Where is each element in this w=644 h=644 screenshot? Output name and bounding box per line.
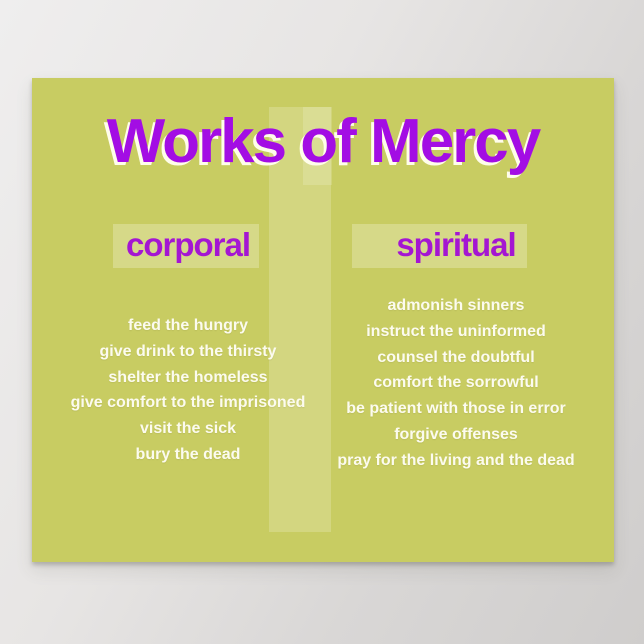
work-of-mercy-item: admonish sinners (387, 297, 525, 314)
corporal-heading: corporal (125, 226, 251, 263)
work-of-mercy-item: give drink to the thirsty (99, 342, 277, 360)
work-of-mercy-item: forgive offenses (394, 425, 518, 443)
spiritual-column (310, 220, 602, 474)
work-of-mercy-item: be patient with those in error (346, 400, 566, 418)
spiritual-heading: spiritual (396, 226, 516, 263)
works-of-mercy-poster (32, 78, 614, 562)
work-of-mercy-item: comfort the sorrowful (373, 374, 539, 392)
work-of-mercy-item: counsel the doubtful (377, 348, 535, 366)
work-of-mercy-item: bury the dead (135, 445, 241, 463)
work-of-mercy-item: give comfort to the imprisoned (70, 394, 306, 412)
poster-title: Works of Mercy (106, 107, 540, 176)
spiritual-works-list (310, 293, 602, 474)
work-of-mercy-item: pray for the living and the dead (337, 451, 575, 469)
work-of-mercy-item: visit the sick (139, 420, 237, 438)
work-of-mercy-item: instruct the uninformed (366, 322, 546, 340)
corporal-column (42, 220, 334, 468)
work-of-mercy-item: shelter the homeless (108, 368, 268, 386)
corporal-works-list (42, 313, 334, 468)
work-of-mercy-item: feed the hungry (127, 317, 248, 334)
